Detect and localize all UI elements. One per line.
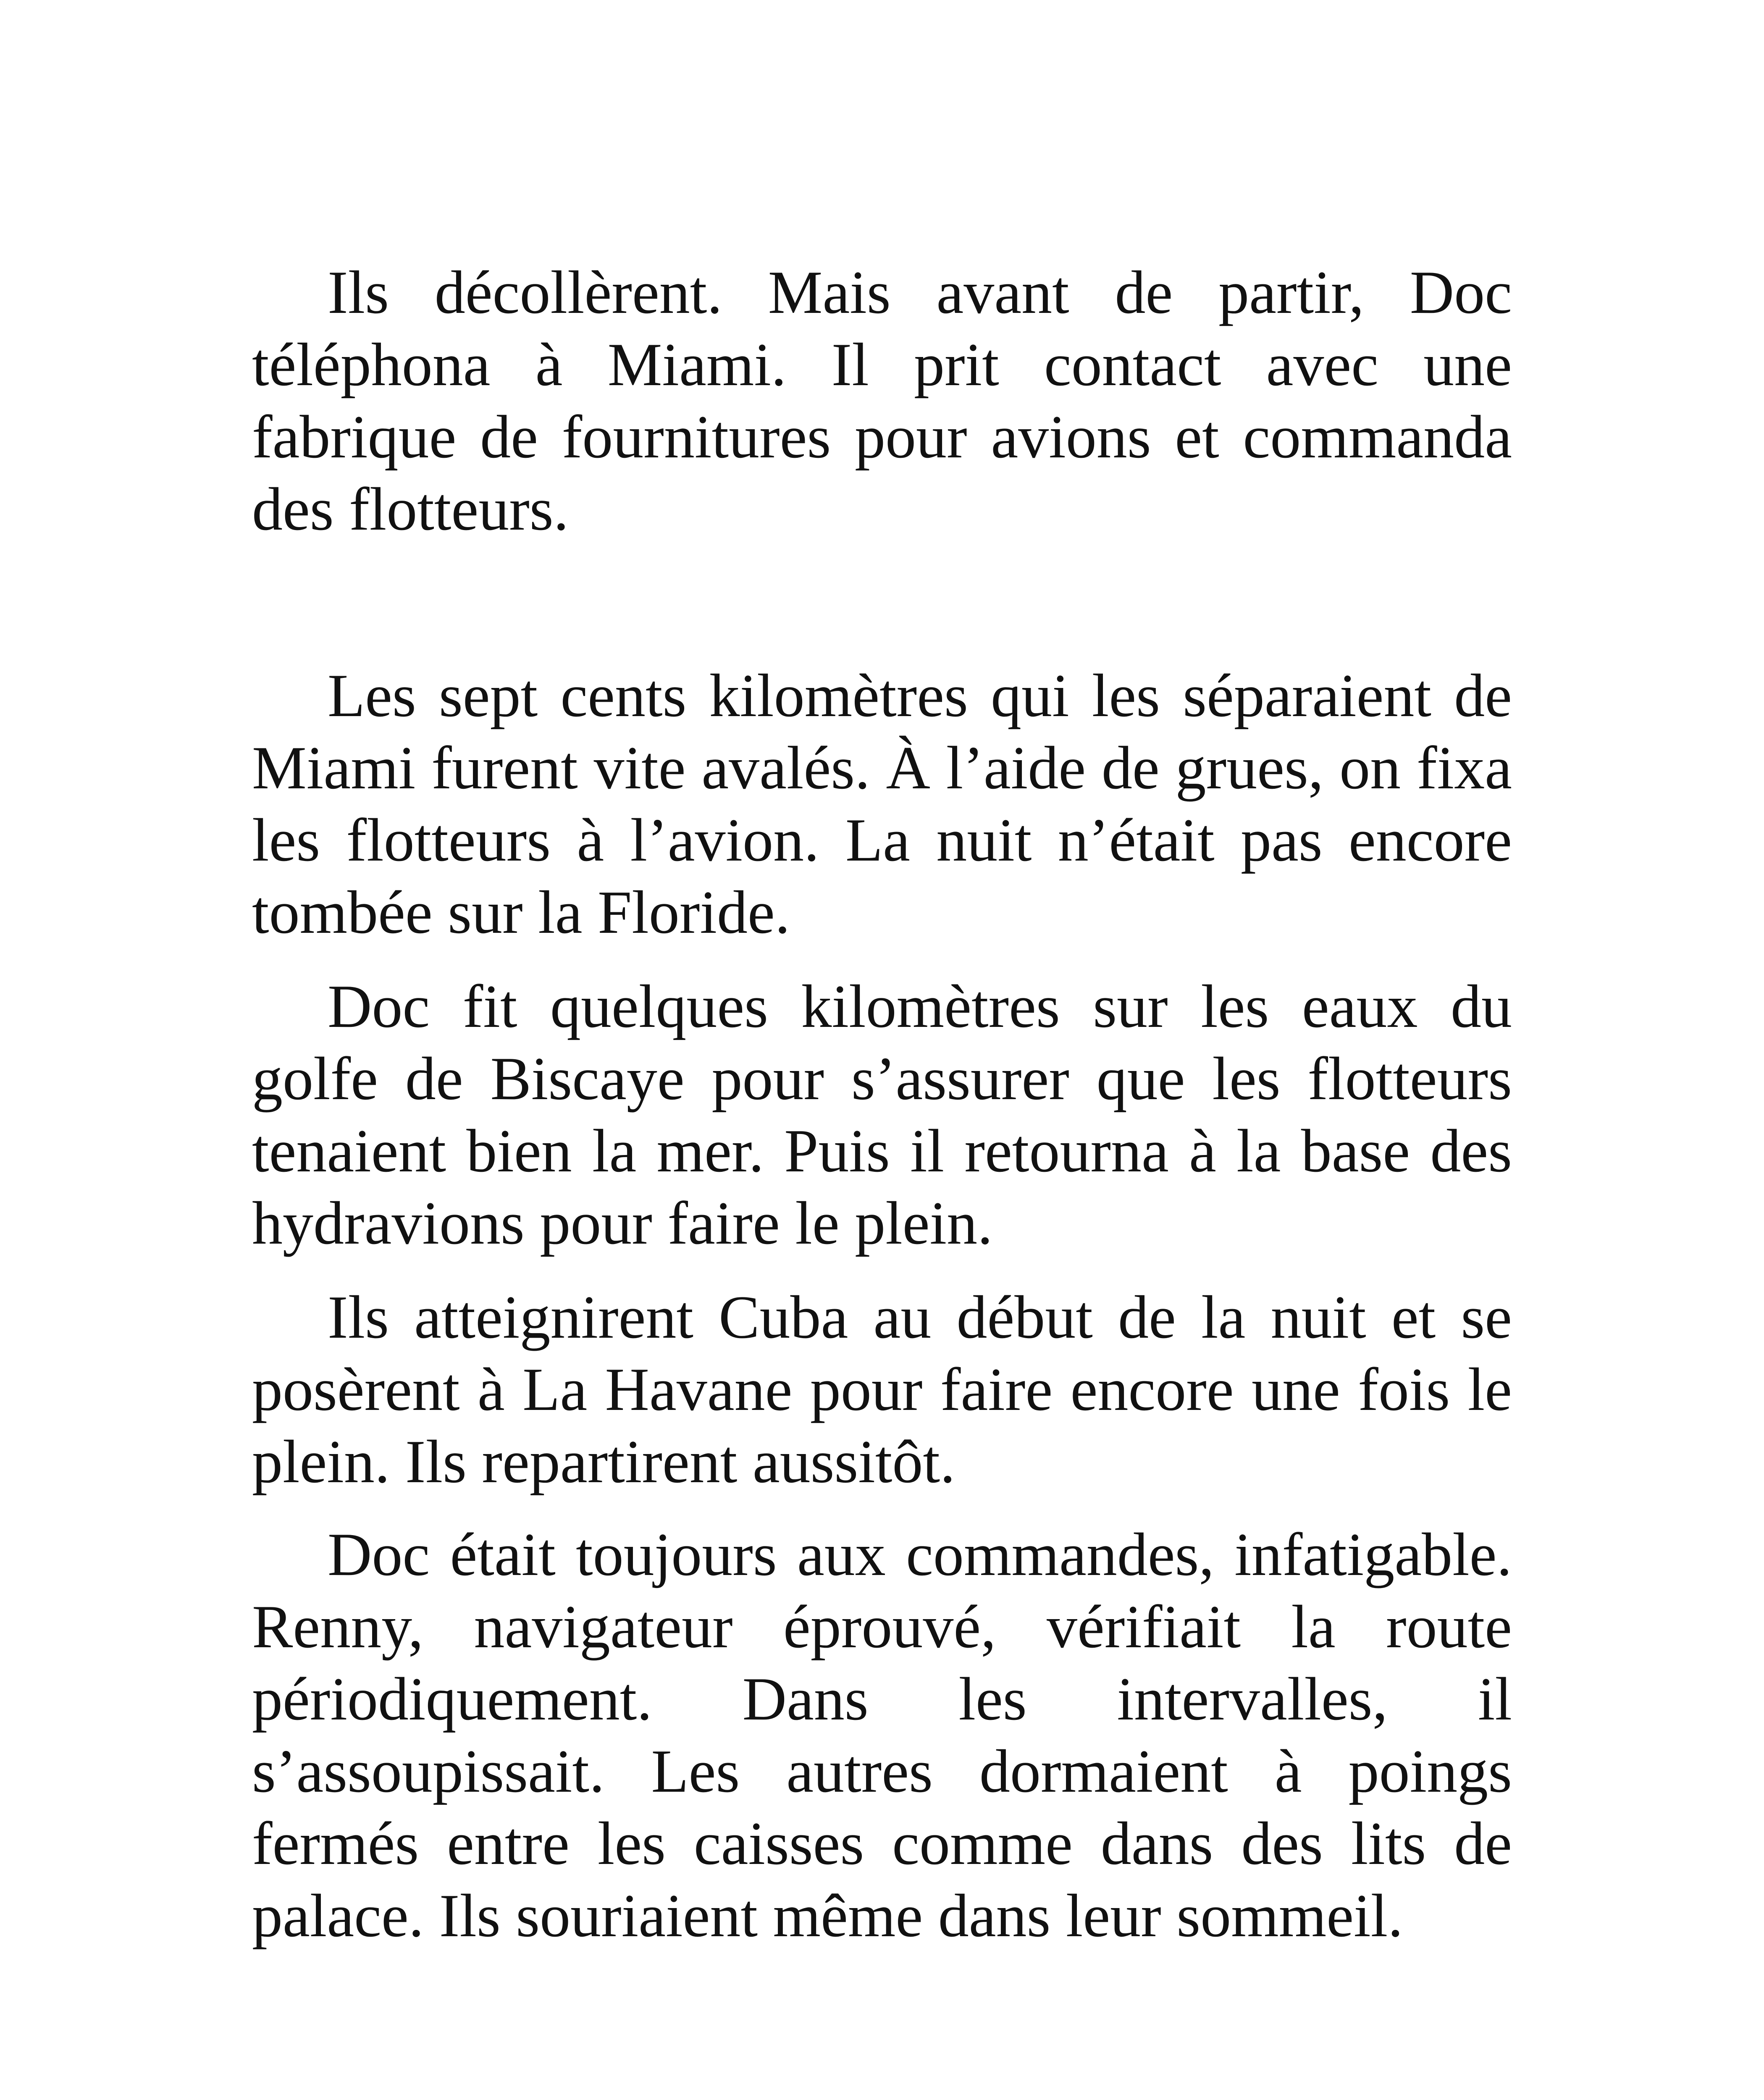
paragraph-text: Ils décollèrent. Mais avant de partir, Doc téléphona à Miami. Il prit contact avec une fabrique de fournitures pour avions et commanda des flotteurs. <box>252 258 1512 543</box>
paragraph-4 <box>252 1281 1512 1498</box>
paragraph-2 <box>252 659 1512 948</box>
paragraph-text: Ils atteignirent Cuba au début de la nuit et se posèrent à La Havane pour faire encore une fois le plein. Ils repartirent aussitôt. <box>252 1283 1512 1496</box>
paragraph-5 <box>252 1518 1512 1952</box>
paragraph-text: Doc était toujours aux commandes, infatigable. Renny, navigateur éprouvé, vérifiait la route périodiquement. Dans les intervalles, il s’assoupissait. Les autres dormaient à poings fermés entre les caisses comme dans des lits de palace. Ils souriaient même dans leur sommeil. <box>252 1520 1512 1950</box>
paragraph-text: Les sept cents kilomètres qui les séparaient de Miami furent vite avalés. À l’aide de grues, on fixa les flotteurs à l’avion. La nuit n’était pas encore tombée sur la Floride. <box>252 662 1512 946</box>
paragraph-3 <box>252 970 1512 1259</box>
paragraph-text: Doc fit quelques kilomètres sur les eaux du golfe de Biscaye pour s’assurer que les flotteurs tenaient bien la mer. Puis il retourna à la base des hydravions pour faire le plein. <box>252 972 1512 1257</box>
paragraph-1 <box>252 256 1512 545</box>
